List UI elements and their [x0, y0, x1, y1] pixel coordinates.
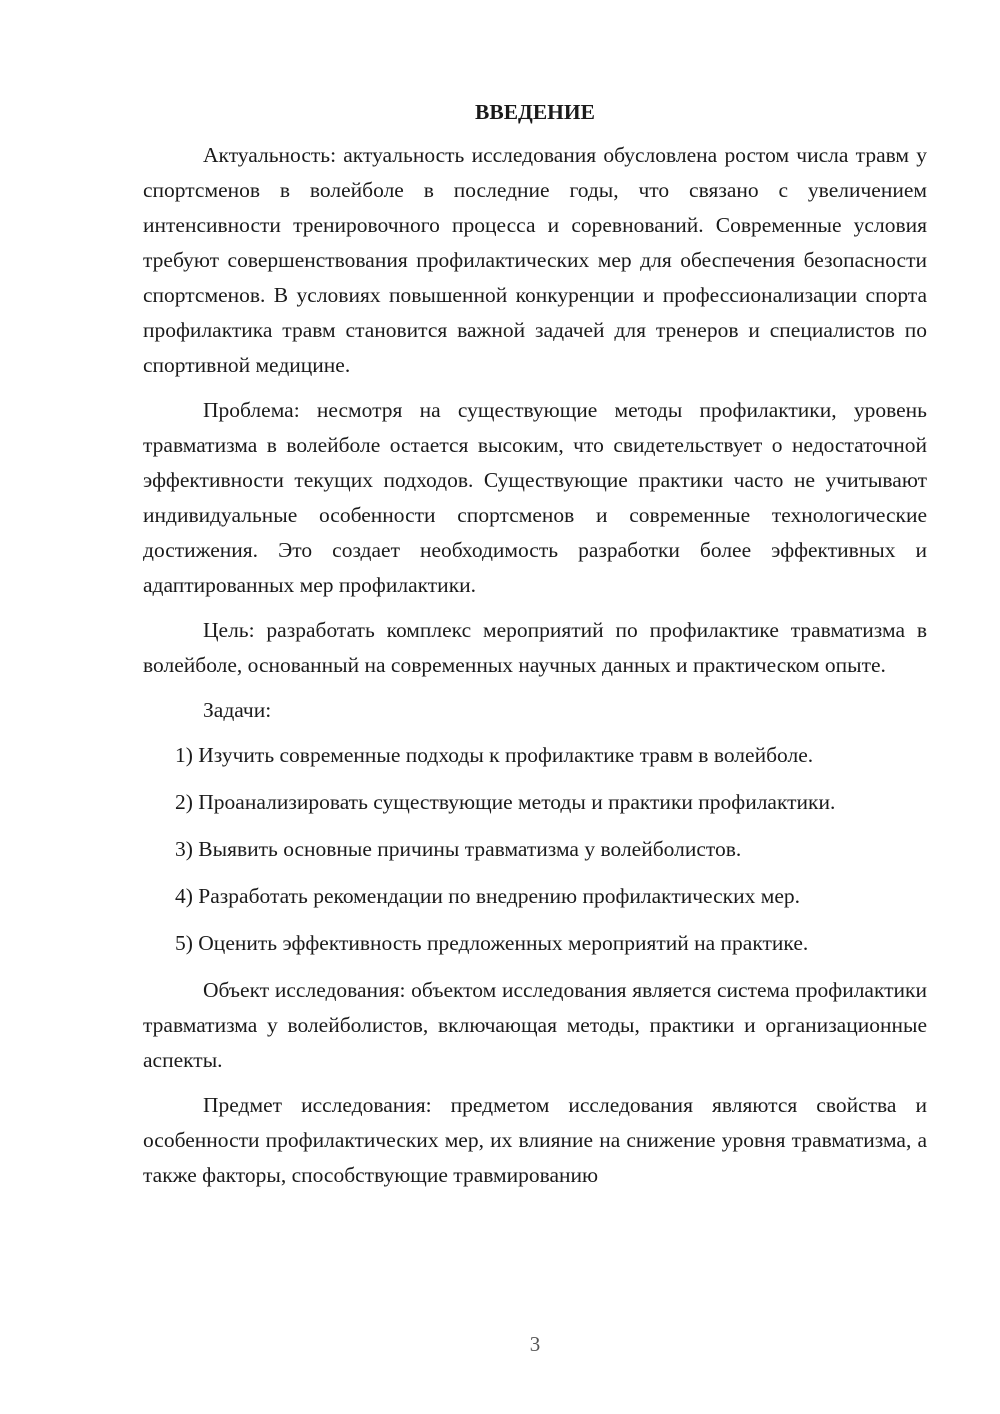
paragraph-relevance: Актуальность: актуальность исследования обусловлена ростом числа травм у спортсменов в волейболе в последние годы, что связано с увеличением интенсивности тренировочного процесса и соревнований. Современные условия требуют совершенствования профилактических мер для обеспечения безопасности спортсменов. В условиях повышенной конкуренции и профессионализации спорта профилактика травм становится важной задачей для тренеров и специалистов по спортивной медицине. — [143, 143, 927, 377]
paragraph-goal: Цель: разработать комплекс мероприятий по профилактике травматизма в волейболе, основанный на современных научных данных и практическом опыте. — [143, 618, 927, 677]
page-content — [143, 96, 927, 1203]
task-item: 4) Разработать рекомендации по внедрению профилактических мер. — [175, 884, 801, 908]
task-item: 3) Выявить основные причины травматизма у волейболистов. — [175, 837, 742, 861]
task-item: 5) Оценить эффективность предложенных мероприятий на практике. — [175, 931, 809, 955]
section-title: ВВЕДЕНИЕ — [475, 100, 595, 124]
paragraph-object: Объект исследования: объектом исследования является система профилактики травматизма у волейболистов, включающая методы, практики и организационные аспекты. — [143, 978, 927, 1072]
task-item: 2) Проанализировать существующие методы и практики профилактики. — [175, 790, 836, 814]
paragraph-subject: Предмет исследования: предметом исследования являются свойства и особенности профилактических мер, их влияние на снижение уровня травматизма, а также факторы, способствующие травмированию — [143, 1093, 927, 1187]
page-number: 3 — [529, 1332, 541, 1356]
paragraph-tasks-heading: Задачи: — [203, 698, 272, 722]
task-item: 1) Изучить современные подходы к профилактике травм в волейболе. — [175, 743, 814, 767]
paragraph-problem: Проблема: несмотря на существующие методы профилактики, уровень травматизма в волейболе остается высоким, что свидетельствует о недостаточной эффективности текущих подходов. Существующие практики часто не учитывают индивидуальные особенности спортсменов и современные технологические достижения. Это создает необходимость разработки более эффективных и адаптированных мер профилактики. — [143, 398, 927, 597]
